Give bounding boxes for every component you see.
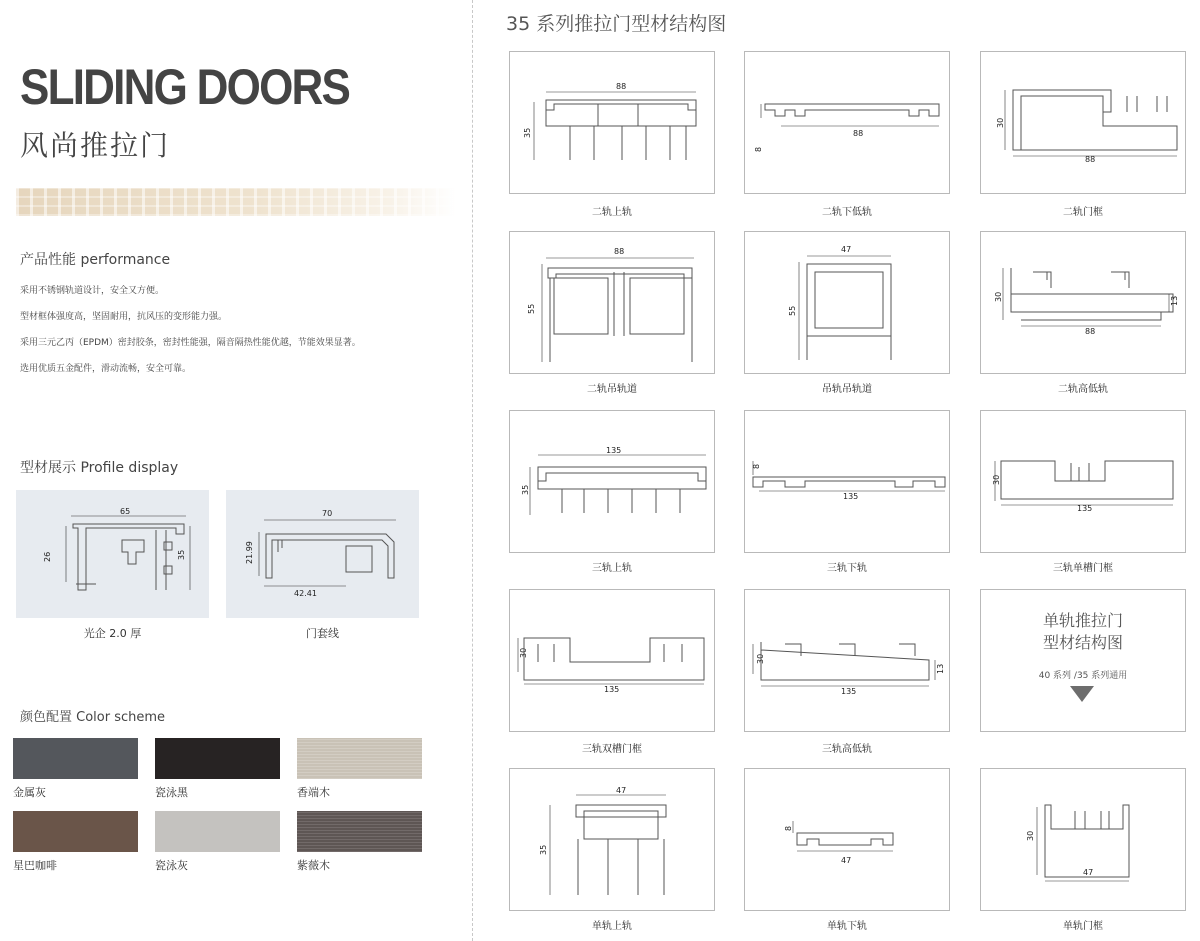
color-swatch-label: 香端木: [297, 786, 330, 799]
info-subtitle: 40 系列 /35 系列通用: [1038, 671, 1128, 681]
dim-label: 35: [521, 484, 530, 495]
profile-card-label: 单轨下轨: [827, 921, 867, 932]
profile-card-two-track-low-bottom: [744, 51, 950, 194]
color-swatch-label: 紫薇木: [297, 859, 330, 872]
profile-drawing: [510, 232, 716, 375]
dim-label: 42.41: [294, 589, 317, 598]
profile-card-hanging-track: [744, 231, 950, 374]
dim-label: 55: [788, 305, 797, 316]
color-swatch: [297, 738, 422, 779]
dim-label: 8: [784, 825, 793, 831]
profile-card-three-track-top: [509, 410, 715, 553]
dim-label: 13: [1170, 295, 1179, 306]
profile-card-label: 二轨下低轨: [822, 207, 872, 218]
profile-card-label: 二轨高低轨: [1058, 384, 1108, 395]
dim-label: 88: [853, 129, 864, 138]
profile-drawing: [981, 769, 1187, 912]
column-divider: [472, 0, 473, 941]
info-title-line2: 型材结构图: [1042, 633, 1123, 652]
profile-card-single-track-bottom: [744, 768, 950, 911]
profile-card-label: 二轨门框: [1063, 207, 1103, 218]
profile-drawing: [510, 590, 716, 733]
dim-label: 26: [43, 551, 52, 562]
left-panel: [0, 0, 468, 941]
profile-card-three-track-double-groove: [509, 589, 715, 732]
dim-label: 30: [756, 653, 765, 664]
performance-line: 型材框体强度高，坚固耐用，抗风压的变形能力强。: [20, 312, 228, 322]
profile-drawing: [510, 52, 716, 195]
profile-card-three-track-single-groove: [980, 410, 1186, 553]
profile-card-single-track-top: [509, 768, 715, 911]
dim-label: 65: [120, 507, 131, 516]
dim-label: 88: [616, 82, 627, 91]
color-swatch: [13, 738, 138, 779]
dim-label: 13: [936, 663, 945, 674]
dim-label: 8: [754, 146, 763, 152]
profile-drawing: [981, 52, 1187, 195]
dim-label: 135: [841, 687, 857, 696]
profile-drawing: [981, 411, 1187, 554]
down-triangle-icon: [1070, 686, 1094, 702]
profile-drawing: [981, 232, 1187, 375]
profile-card-label: 三轨高低轨: [822, 744, 872, 755]
dim-label: 30: [1026, 830, 1035, 841]
performance-heading: 产品性能 performance: [20, 252, 171, 268]
profile-drawing: [745, 590, 951, 733]
profile-card-two-track-top: [509, 51, 715, 194]
profile-card-two-track-high-low: [980, 231, 1186, 374]
profile-drawing: [510, 411, 716, 554]
decorative-banner: [16, 188, 456, 216]
color-scheme-heading: 颜色配置 Color scheme: [20, 710, 166, 725]
color-swatch: [155, 811, 280, 852]
dim-label: 35: [523, 127, 532, 138]
dim-label: 135: [1077, 504, 1093, 513]
profile-drawing: [745, 769, 951, 912]
dim-label: 21.99: [245, 541, 254, 564]
dim-label: 47: [616, 786, 627, 795]
profile-card-label: 吊轨吊轨道: [822, 384, 872, 395]
dim-label: 30: [519, 647, 528, 658]
single-track-info-card: [980, 589, 1186, 732]
profile-card-label: 单轨上轨: [592, 921, 632, 932]
profile-card-label: 三轨单槽门框: [1053, 563, 1113, 574]
dim-label: 88: [1085, 155, 1096, 164]
profile-card-label: 三轨上轨: [592, 563, 632, 574]
performance-line: 选用优质五金配件，滑动流畅，安全可靠。: [20, 364, 192, 374]
dim-label: 30: [996, 117, 1005, 128]
dim-label: 88: [1085, 327, 1096, 336]
info-title-line1: 单轨推拉门: [1042, 611, 1123, 630]
color-swatch: [297, 811, 422, 852]
dim-label: 55: [527, 303, 536, 314]
structure-heading: 35 系列推拉门型材结构图: [506, 13, 727, 35]
performance-list: [20, 278, 450, 382]
page-title: SLIDING DOORS: [20, 59, 350, 115]
dim-label: 30: [994, 291, 1003, 302]
color-swatch-label: 金属灰: [13, 786, 46, 799]
profile-drawing-door-casing: [226, 490, 419, 618]
profile-display-heading: 型材展示 Profile display: [20, 460, 179, 476]
profile-caption-door-casing: 门套线: [306, 627, 339, 640]
color-swatch-label: 瓷泳黑: [155, 786, 188, 799]
performance-line: 采用不锈钢轨道设计，安全又方便。: [20, 286, 165, 296]
profile-drawing: [745, 411, 951, 554]
color-swatch-label: 瓷泳灰: [155, 859, 188, 872]
profile-card-single-track-frame: [980, 768, 1186, 911]
color-swatch-label: 星巴咖啡: [13, 859, 57, 872]
dim-label: 30: [992, 474, 1001, 485]
profile-card-label: 三轨双槽门框: [582, 744, 642, 755]
color-swatch: [155, 738, 280, 779]
profile-card-label: 单轨门框: [1063, 921, 1103, 932]
dim-label: 47: [1083, 868, 1094, 877]
dim-label: 8: [752, 463, 761, 469]
dim-label: 35: [177, 549, 186, 560]
dim-label: 135: [843, 492, 859, 501]
profile-card-door-casing: [226, 490, 419, 618]
page-subtitle: 风尚推拉门: [20, 129, 171, 162]
profile-drawing-guangqi: [16, 490, 209, 618]
color-swatch: [13, 811, 138, 852]
profile-card-three-track-bottom: [744, 410, 950, 553]
profile-drawing: [510, 769, 716, 912]
dim-label: 35: [539, 844, 548, 855]
profile-drawing: [745, 232, 951, 375]
dim-label: 135: [606, 446, 622, 455]
dim-label: 70: [322, 509, 333, 518]
dim-label: 88: [614, 247, 625, 256]
profile-drawing: [745, 52, 951, 195]
profile-card-guangqi: [16, 490, 209, 618]
dim-label: 135: [604, 685, 620, 694]
profile-card-two-track-hanging: [509, 231, 715, 374]
profile-card-label: 二轨上轨: [592, 207, 632, 218]
performance-line: 采用三元乙丙（EPDM）密封胶条，密封性能强，隔音隔热性能优越，节能效果显著。: [20, 338, 361, 348]
dim-label: 47: [841, 856, 852, 865]
profile-card-label: 三轨下轨: [827, 563, 867, 574]
profile-card-label: 二轨吊轨道: [587, 384, 637, 395]
profile-caption-guangqi: 光企 2.0 厚: [83, 627, 142, 640]
profile-card-three-track-high-low: [744, 589, 950, 732]
dim-label: 47: [841, 245, 852, 254]
profile-card-two-track-frame: [980, 51, 1186, 194]
